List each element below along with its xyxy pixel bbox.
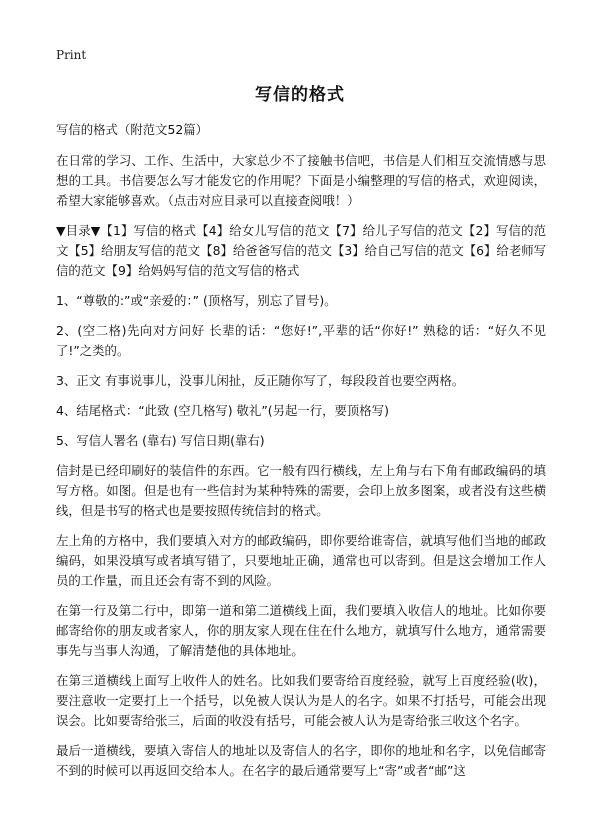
table-of-contents[interactable]: ▼目录▼【1】写信的格式【4】给女儿写信的范文【7】给儿子写信的范文【2】写信的范文【5】给朋友写信的范文【8】给爸爸写信的范文【3】给自己写信的范文【6】给老师写信的范文【9】给妈妈写信的范文写信的格式 xyxy=(56,223,546,278)
format-step-4: 4、结尾格式：“此致 (空几格写) 敬礼”(另起一行，要顶格写) xyxy=(56,403,389,418)
article-body xyxy=(56,120,546,791)
paragraph-sender: 最后一道横线，要填入寄信人的地址以及寄信人的名字，即你的地址和名字，以免信邮寄不到的时候可以再返回交给本人。在名字的最后通常要写上“寄”或者“邮”这 xyxy=(56,743,546,778)
format-step-5: 5、写信人署名 (靠右) 写信日期(靠右) xyxy=(56,433,265,448)
format-step-1: 1、“尊敬的:”或“亲爱的：” (顶格写，别忘了冒号)。 xyxy=(56,293,337,308)
paragraph-postcode: 左上角的方格中，我们要填入对方的邮政编码，即你要给谁寄信，就填写他们当地的邮政编码，如果没填写或者填写错了，只要地址正确，通常也可以寄到。但是这会增加工作人员的工作量，而且还会有寄不到的风险。 xyxy=(56,533,546,588)
print-link[interactable]: Print xyxy=(56,48,87,62)
paragraph-intro: 在日常的学习、工作、生活中，大家总少不了接触书信吧，书信是人们相互交流情感与思想的工具。书信要怎么写才能发它的作用呢？下面是小编整理的写信的格式，欢迎阅读，希望大家能够喜欢。（点击对应目录可以直接查阅哦！） xyxy=(56,153,546,208)
paragraph-recipient-name: 在第三道横线上面写上收件人的姓名。比如我们要寄给百度经验，就写上百度经验(收)，要注意收一定要打上一个括号，以免被人误认为是人的名字。如果不打括号，可能会出现误会。比如要寄给张三，后面的收没有括号，可能会被人认为是寄给张三收这个名字。 xyxy=(56,673,546,728)
article-subtitle: 写信的格式（附范文52篇） xyxy=(56,122,209,137)
paragraph-envelope: 信封是已经印刷好的装信件的东西。它一般有四行横线，左上角与右下角有邮政编码的填写方格。如图。但是也有一些信封为某种特殊的需要，会印上放多图案，或者没有这些横线，但是书写的格式也是要按照传统信封的格式。 xyxy=(56,463,546,518)
format-step-2: 2、(空二格)先向对方问好 长辈的话：“您好!”,平辈的话“你好!” 熟稔的话：“好久不见了!”之类的。 xyxy=(56,323,546,358)
format-step-3: 3、正文 有事说事儿，没事儿闲扯，反正随你写了，每段段首也要空两格。 xyxy=(56,373,465,388)
paragraph-address: 在第一行及第二行中，即第一道和第二道横线上面，我们要填入收信人的地址。比如你要邮寄给你的朋友或者家人，你的朋友家人现在住在什么地方，就填写什么地方，通常需要事先与当事人沟通，了解清楚他的具体地址。 xyxy=(56,603,546,658)
page-title: 写信的格式 xyxy=(255,85,345,105)
